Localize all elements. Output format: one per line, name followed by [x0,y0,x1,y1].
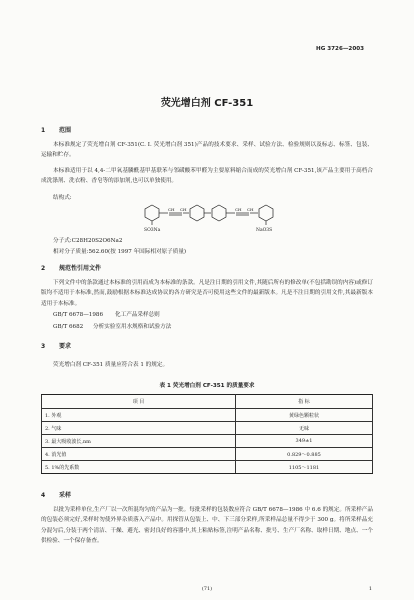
table-cell-item: 3. 最大吸收波长,nm [42,435,236,448]
table-cell-item: 4. 消光值 [42,448,236,461]
table-cell-item: 1. 外观 [42,409,236,422]
svg-text:CH: CH [247,207,254,212]
table-row [42,461,373,474]
section-title: 要求 [59,343,72,350]
standard-code: HG 3726—2003 [316,46,364,52]
reference-title: 分析实验室用水规格和试验方法 [93,324,172,330]
molecular-formula-line [53,236,122,246]
sulfonate-left-label: SO3Na [144,228,161,233]
table-cell-item: 5. 1%的先系数 [42,461,236,474]
svg-text:CH: CH [235,207,242,212]
svg-text:CH: CH [180,207,187,212]
structural-formula [138,200,294,234]
reference-1 [53,310,160,320]
reference-code: GB/T 6682 [53,324,84,330]
footer-page-marker: (71) [201,586,213,592]
section-number: 1 [41,127,46,134]
section-number: 2 [41,265,46,272]
table-cell-value: 0.829～0.885 [236,448,373,461]
table-row [42,435,373,448]
table-header-item: 项 目 [42,395,236,409]
section-4-heading [41,490,71,499]
table-caption: 表 1 荧光增白剂 CF-351 的质量要求 [159,383,255,389]
section-number: 4 [41,492,46,499]
scope-paragraph-2: 本标准适用于以 4,4-二甲氧基膦酰基甲基联苯与邻磺酸苯甲醛为主要原料缩合而成的荧光增白剂 CF-351,该产品主要用于高档合成洗涤剂、洗衣粉、香皂等的添加剂,也可以单独使用。 [41,168,373,185]
formula-label: 分子式: [53,238,72,244]
references-paragraph: 下列文件中的条款通过本标准的引用而成为本标准的条款。凡是注日期的引用文件,其随后所有的修改单(不包括勘误的内容)或修订版均不适用于本标准,然而,鼓励根据本标准达成协议的各方研究是否可使用这些文件的最新版本。凡是不注日期的引用文件,其最新版本适用于本标准。 [41,280,373,307]
section-1-heading [41,125,71,134]
structure-label: 结构式: [53,195,72,201]
page-title: 荧光增白剂 CF-351 [160,98,254,109]
reference-title: 化工产品采样总则 [115,312,160,318]
table-cell-value: 黄绿色颗粒状 [236,409,373,422]
sampling-paragraph: 以批为采样单位,生产厂以一次所混均匀的产品为一批。每批采样的包装数应符合 GB/T 6678—1986 中 6.6 的规定。所采样产品的包装必须完好,采样时勿使外界杂质落入产品中。用探管从包装上、中、下三部分采样,所采样品总量不得少于 300 g。将所采样品充分混匀后,分装于两个清洁、干燥、避光、密封良好的容器中,其上粘贴标签,注明产品名称、批号、生产厂名称、取样日期、地点、一个供检验、一个保存备查。 [41,507,373,545]
page-number: 1 [368,586,372,592]
section-title: 采样 [59,492,72,499]
reference-code: GB/T 6678—1986 [53,312,104,318]
table-cell-value: 349±1 [236,435,373,448]
table-row [42,422,373,435]
svg-text:CH: CH [168,207,175,212]
section-title: 范围 [59,127,72,134]
table-header-value: 指 标 [236,395,373,409]
table-row [42,448,373,461]
section-title: 规范性引用文件 [59,265,102,272]
quality-requirements-table [41,394,373,474]
table-row [42,409,373,422]
table-header-row [42,395,373,409]
table-cell-value: 无味 [236,422,373,435]
molecular-formula: C28H20S2O6Na2 [71,238,123,244]
table-cell-value: 1105～1181 [236,461,373,474]
molecular-weight: 相对分子质量:562.60(按 1997 年国际相对原子质量) [53,249,187,255]
reference-2 [53,322,171,332]
sulfonate-right-label: NaO3S [256,228,273,233]
section-3-heading [41,341,71,350]
requirements-paragraph: 荧光增白剂 CF-351 质量应符合表 1 的规定。 [53,362,169,368]
section-2-heading [41,263,101,272]
scope-paragraph-1: 本标准规定了荧光增白剂 CF-351(C. I. 荧光增白剂 351)产品的技术要求、采样、试验方法、检验规则以及标志、标签、包装、运输和贮存。 [41,142,373,159]
table-cell-item: 2. 气味 [42,422,236,435]
section-number: 3 [41,343,46,350]
